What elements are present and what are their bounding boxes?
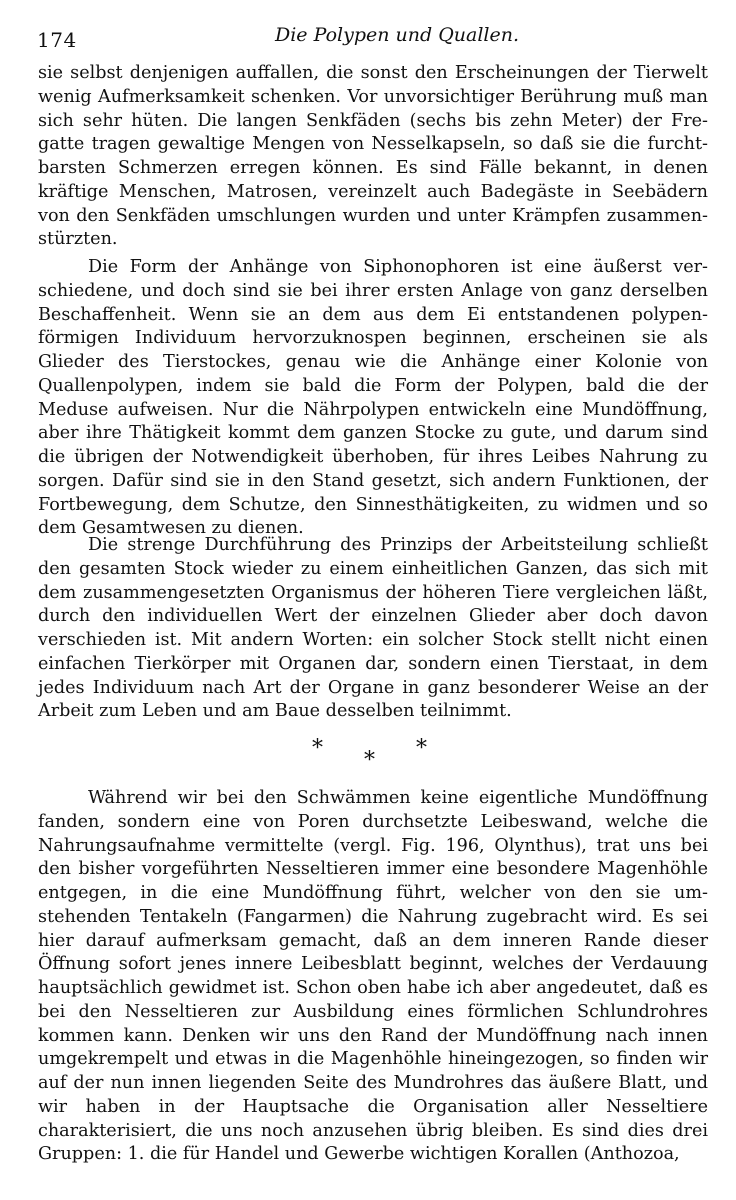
paragraph-mouth-opening: Während wir bei den Schwämmen keine eigentliche Mundöffnung fanden, sondern eine von Poren durchsetzte Leibeswand, welche die Nahrungsaufnahme vermittelte (vergl. Fig. 196, Olynthus), trat uns bei den bisher vorgeführten Nesseltieren immer eine besondere Magenhöhle entgegen, in die eine Mundöffnung führt, welcher von den sie umstehenden Tentakeln (Fangarmen) die Nahrung zugebracht wird. Es sei hier darauf aufmerksam gemacht, daß an dem inneren Rande dieser Öffnung sofort jenes innere Leibesblatt beginnt, welches der Verdauung hauptsächlich gewidmet ist. Schon oben habe ich aber angedeutet, daß es bei den Nesseltieren zur Ausbildung eines förmlichen Schlundrohres kommen kann. Denken wir uns den Rand der Mundöffnung nach innen umgekrempelt und etwas in die Magenhöhle hineingezogen, so finden wir auf der nun innen liegenden Seite des Mundrohres das äußere Blatt, und wir haben in der Hauptsache die Organisation aller Nesseltiere charakterisiert, die uns noch anzusehen übrig bleiben. Es sind dies drei Gruppen: 1. die für Handel und Gewerbe wichtigen Korallen (Anthozoa, [38,788,708,1165]
page-header [37,22,709,52]
asterisk: * [312,736,323,761]
paragraph-siphonophore-appendages: Die Form der Anhänge von Siphonophoren ist eine äußerst verschiedene, und doch sind sie bei ihrer ersten Anlage von ganz derselben Beschaffenheit. Wenn sie an dem aus dem Ei entstandenen polypenförmigen Individuum hervorzuknospen beginnen, erscheinen sie als Glieder des Tierstockes, genau wie die Anhänge einer Kolonie von Quallenpolypen, indem sie bald die Form der Polypen, bald die der Meduse aufweisen. Nur die Nährpolypen entwickeln eine Mundöffnung, aber ihre Thätigkeit kommt dem ganzen Stocke zu gute, und darum sind die übrigen der Notwendigkeit überhoben, für ihres Leibes Nahrung zu sorgen. Dafür sind sie in den Stand gesetzt, sich andern Funktionen, der Fortbewegung, dem Schutze, den Sinnesthätigkeiten, zu widmen und so dem Gesamtwesen zu dienen. [38,257,708,539]
asterisk: * [364,748,375,773]
running-head: Die Polypen und Quallen. [275,24,520,46]
page-number: 174 [37,28,77,52]
asterisk: * [416,736,427,761]
paragraph-continuation: sie selbst denjenigen auffallen, die sonst den Erscheinungen der Tierwelt wenig Aufmerksamkeit schenken. Vor unvorsichtiger Berührung muß man sich sehr hüten. Die langen Senkfäden (sechs bis zehn Meter) der Fregatte tragen gewaltige Mengen von Nesselkapseln, so daß sie die furchtbarsten Schmerzen erregen können. Es sind Fälle bekannt, in denen kräftige Menschen, Matrosen, vereinzelt auch Badegäste in Seebädern von den Senkfäden umschlungen wurden und unter Krämpfen zusammenstürzten. [38,63,708,250]
paragraph-division-of-labor: Die strenge Durchführung des Prinzips der Arbeitsteilung schließt den gesamten Stock wieder zu einem einheitlichen Ganzen, das sich mit dem zusammengesetzten Organismus der höheren Tiere vergleichen läßt, durch den individuellen Wert der einzelnen Glieder aber doch davon verschieden ist. Mit andern Worten: ein solcher Stock stellt nicht einen einfachen Tierkörper mit Organen dar, sondern einen Tierstaat, in dem jedes Individuum nach Art der Organe in ganz besonderer Weise an der Arbeit zum Leben und am Baue desselben teilnimmt. [38,535,708,722]
section-break-asterism [300,736,440,773]
